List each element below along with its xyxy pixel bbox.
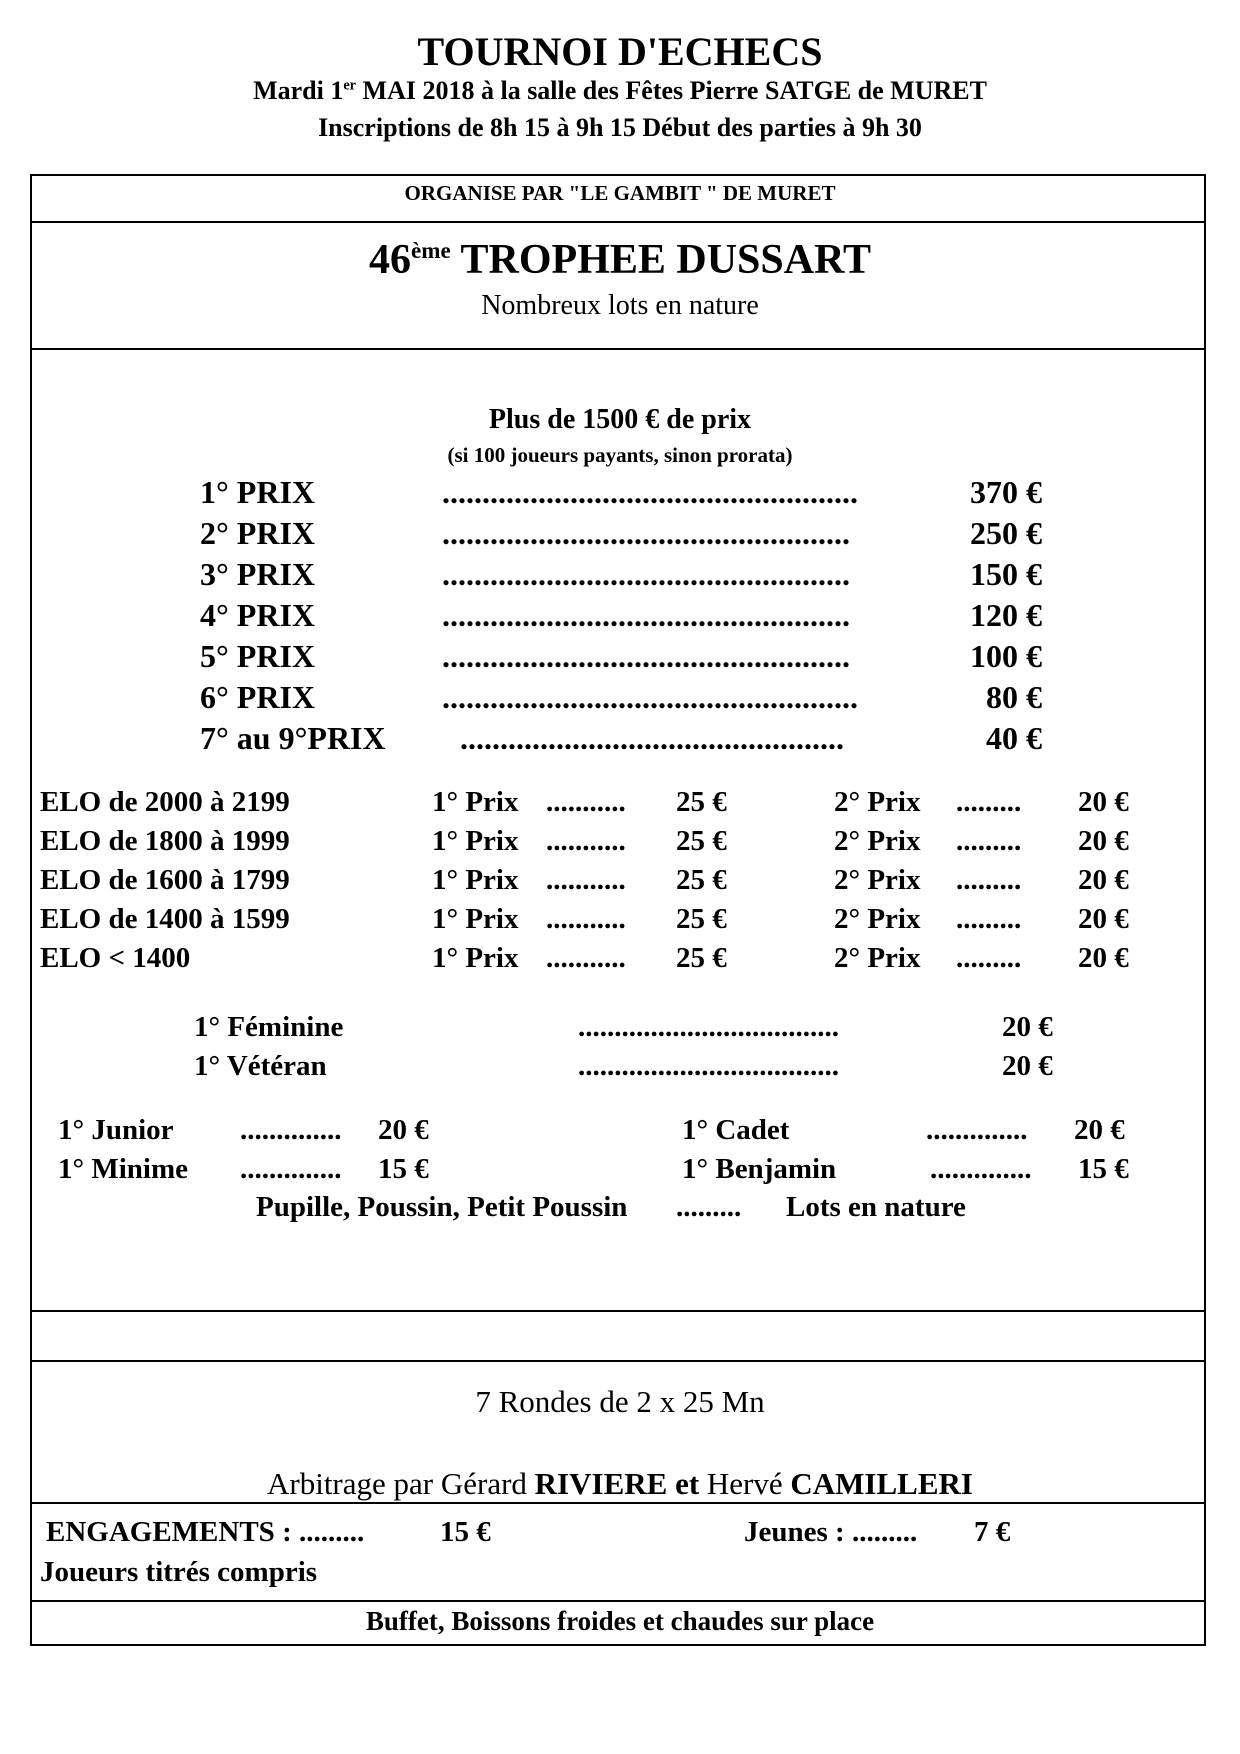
divider	[30, 1360, 1206, 1362]
divider	[30, 1600, 1206, 1602]
elo-prize1-dots: ...........	[546, 825, 626, 857]
prize-label: 4° PRIX	[200, 597, 316, 633]
prize-amount: 250 €	[970, 515, 1042, 551]
youth-prize-dots: ..............	[926, 1114, 1028, 1146]
date-venue-text: MAI 2018 à la salle des Fêtes Pierre SATGE de MURET	[356, 76, 987, 105]
elo-prize1-amount: 25 €	[676, 864, 727, 896]
divider	[30, 1644, 1206, 1646]
elo-prize2-amount: 20 €	[1078, 825, 1129, 857]
page-title: TOURNOI D'ECHECS	[417, 29, 823, 74]
elo-prize2-dots: .........	[956, 864, 1022, 896]
prize-dots: ....................................................	[442, 679, 858, 715]
elo-prize2-amount: 20 €	[1078, 903, 1129, 935]
special-prize-label: 1° Féminine	[194, 1011, 344, 1043]
elo-prize1-label: 1° Prix	[432, 825, 519, 857]
elo-prize2-label: 2° Prix	[834, 825, 921, 857]
prize-amount: 100 €	[970, 638, 1042, 674]
youth-prize-dots: ..............	[240, 1153, 342, 1185]
prize-amount: 40 €	[986, 720, 1042, 756]
trophy-title	[0, 236, 1240, 284]
prize-dots: ...................................................	[442, 597, 850, 633]
arbiter-name: RIVIERE et	[534, 1466, 700, 1501]
elo-prize2-amount: 20 €	[1078, 864, 1129, 896]
special-prize-label: 1° Vétéran	[194, 1050, 327, 1082]
special-prize-amount: 20 €	[1002, 1011, 1053, 1043]
prize-note: (si 100 joueurs payants, sinon prorata)	[447, 443, 793, 467]
registration-times: Inscriptions de 8h 15 à 9h 15 Début des parties à 9h 30	[318, 113, 922, 142]
elo-range: ELO < 1400	[40, 942, 191, 974]
elo-prize1-amount: 25 €	[676, 825, 727, 857]
elo-prize2-label: 2° Prix	[834, 903, 921, 935]
special-prize-dots: ....................................	[578, 1011, 839, 1043]
elo-prize2-dots: .........	[956, 786, 1022, 818]
youth-prize-label: 1° Junior	[58, 1114, 174, 1146]
engagement-label: ENGAGEMENTS : .........	[46, 1516, 365, 1548]
youth-prize-amount: 15 €	[378, 1153, 429, 1185]
elo-prize1-amount: 25 €	[676, 942, 727, 974]
prize-heading: Plus de 1500 € de prix	[488, 404, 752, 435]
prize-label: 1° PRIX	[200, 474, 316, 510]
fees-note: Joueurs titrés compris	[40, 1556, 318, 1588]
trophy-superscript: ème	[411, 237, 451, 263]
elo-prize2-label: 2° Prix	[834, 864, 921, 896]
prize-dots: ...................................................	[442, 556, 850, 592]
prize-label: 6° PRIX	[200, 679, 316, 715]
elo-range: ELO de 1800 à 1999	[40, 825, 290, 857]
rounds-info: 7 Rondes de 2 x 25 Mn	[475, 1384, 765, 1419]
elo-prize1-dots: ...........	[546, 942, 626, 974]
youth-lots-dots: .........	[676, 1191, 742, 1223]
youth-prize-dots: ..............	[240, 1114, 342, 1146]
elo-prize1-label: 1° Prix	[432, 942, 519, 974]
prize-amount: 150 €	[970, 556, 1042, 592]
frame-left-border	[30, 174, 32, 1644]
engagement-amount: 15 €	[440, 1516, 491, 1548]
youth-prize-amount: 20 €	[1074, 1114, 1125, 1146]
prize-dots: ....................................................	[442, 474, 858, 510]
elo-prize1-label: 1° Prix	[432, 786, 519, 818]
elo-prize1-amount: 25 €	[676, 786, 727, 818]
elo-range: ELO de 2000 à 2199	[40, 786, 290, 818]
divider	[30, 1502, 1206, 1504]
elo-prize2-label: 2° Prix	[834, 786, 921, 818]
trophy-name: TROPHEE DUSSART	[450, 237, 871, 283]
event-date-venue	[0, 76, 1240, 106]
elo-prize1-amount: 25 €	[676, 903, 727, 935]
frame-right-border	[1204, 174, 1206, 1644]
elo-prize1-dots: ...........	[546, 786, 626, 818]
youth-lots-text: Lots en nature	[786, 1191, 966, 1223]
divider	[30, 1310, 1206, 1312]
prize-dots: ...................................................	[442, 638, 850, 674]
date-prefix: Mardi 1	[253, 76, 344, 105]
arbiter-name: CAMILLERI	[790, 1466, 973, 1501]
arbitrage-text: Arbitrage par Gérard	[267, 1466, 535, 1501]
elo-range: ELO de 1400 à 1599	[40, 903, 290, 935]
prize-label: 7° au 9°PRIX	[200, 720, 386, 756]
elo-prize1-dots: ...........	[546, 864, 626, 896]
prize-amount: 120 €	[970, 597, 1042, 633]
prize-label: 5° PRIX	[200, 638, 316, 674]
youth-fee-amount: 7 €	[974, 1516, 1011, 1548]
divider	[30, 221, 1206, 223]
divider	[30, 174, 1206, 176]
special-prize-dots: ....................................	[578, 1050, 839, 1082]
youth-fee-label: Jeunes : .........	[744, 1516, 918, 1548]
elo-prize1-label: 1° Prix	[432, 864, 519, 896]
elo-prize2-dots: .........	[956, 903, 1022, 935]
youth-prize-label: 1° Benjamin	[682, 1153, 837, 1185]
organiser-line: ORGANISE PAR "LE GAMBIT " DE MURET	[404, 181, 836, 205]
youth-prize-dots: ..............	[930, 1153, 1032, 1185]
elo-prize2-amount: 20 €	[1078, 942, 1129, 974]
prize-amount: 370 €	[970, 474, 1042, 510]
elo-prize2-dots: .........	[956, 825, 1022, 857]
elo-prize2-amount: 20 €	[1078, 786, 1129, 818]
elo-range: ELO de 1600 à 1799	[40, 864, 290, 896]
footer-note: Buffet, Boissons froides et chaudes sur place	[365, 1606, 875, 1636]
trophy-number: 46	[369, 237, 412, 283]
prize-label: 2° PRIX	[200, 515, 316, 551]
prize-dots: ...................................................	[442, 515, 850, 551]
youth-prize-amount: 20 €	[378, 1114, 429, 1146]
arbitrage-text: Hervé	[699, 1466, 791, 1501]
elo-prize2-label: 2° Prix	[834, 942, 921, 974]
youth-lots-label: Pupille, Poussin, Petit Poussin	[256, 1191, 628, 1223]
prize-amount: 80 €	[986, 679, 1042, 715]
arbitrage-line	[0, 1466, 1240, 1502]
elo-prize1-label: 1° Prix	[432, 903, 519, 935]
prize-dots: ................................................	[460, 720, 844, 756]
prize-label: 3° PRIX	[200, 556, 316, 592]
elo-prize2-dots: .........	[956, 942, 1022, 974]
divider	[30, 348, 1206, 350]
date-superscript: er	[343, 77, 357, 94]
trophy-subtitle: Nombreux lots en nature	[481, 290, 759, 321]
elo-prize1-dots: ...........	[546, 903, 626, 935]
youth-prize-amount: 15 €	[1078, 1153, 1129, 1185]
youth-prize-label: 1° Minime	[58, 1153, 188, 1185]
youth-prize-label: 1° Cadet	[682, 1114, 790, 1146]
special-prize-amount: 20 €	[1002, 1050, 1053, 1082]
